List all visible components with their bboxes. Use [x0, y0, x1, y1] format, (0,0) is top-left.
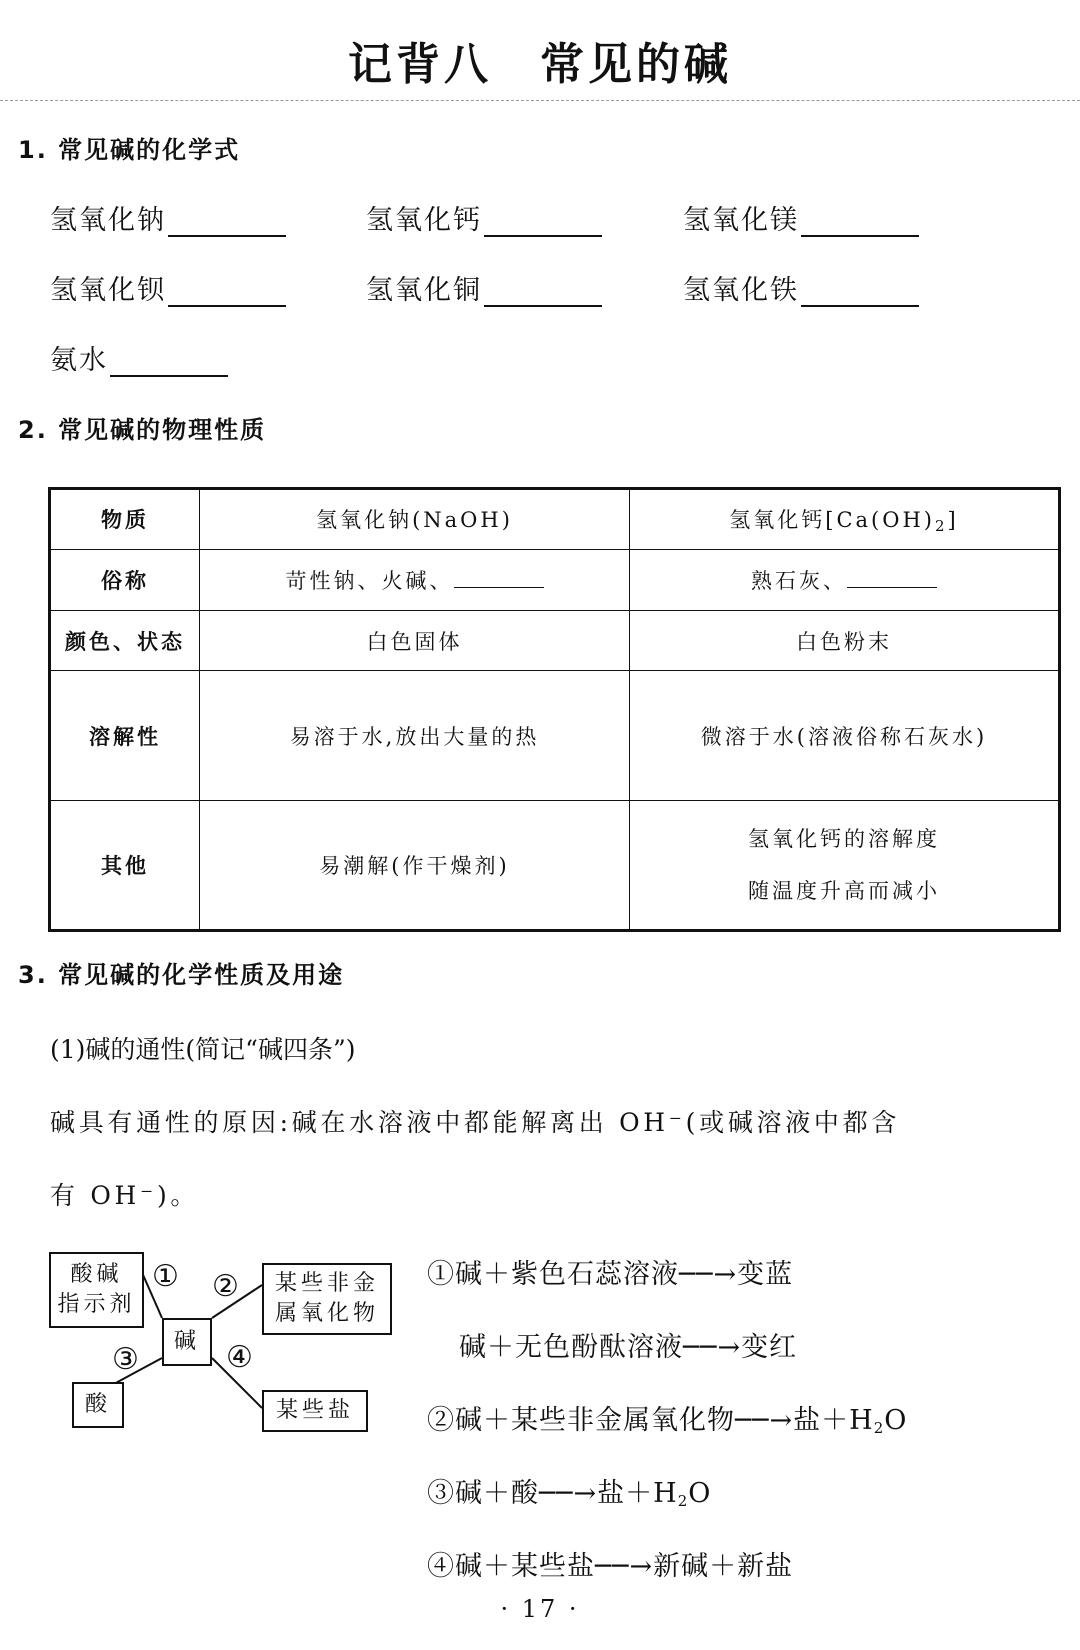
general-properties-subtitle: (1)碱的通性(简记“碱四条”) — [50, 1035, 356, 1064]
node-text: 属氧化物 — [274, 1301, 379, 1326]
cell-text: 氢氧化钙的溶解度 — [748, 827, 940, 852]
formula-label: 氢氧化镁 — [683, 205, 799, 236]
section-1-heading: 1. 常见碱的化学式 — [18, 136, 241, 164]
salt-node: 某些盐 — [262, 1390, 368, 1432]
subscript: 2 — [677, 1492, 689, 1510]
table-cell: 白色粉末 — [630, 610, 1060, 671]
reaction-text: ③碱＋酸──→盐＋H — [427, 1478, 678, 1509]
reaction-line: ④碱＋某些盐──→新碱＋新盐 — [427, 1551, 794, 1582]
formula-label: 氢氧化钙 — [366, 205, 482, 236]
label-2: ② — [212, 1269, 239, 1304]
formula-label: 氢氧化铜 — [366, 275, 482, 306]
acid-node: 酸 — [72, 1382, 124, 1428]
row-label: 俗称 — [50, 549, 200, 610]
subscript: 2 — [934, 516, 948, 535]
row-label: 其他 — [50, 801, 200, 931]
table-cell: 微溶于水(溶液俗称石灰水) — [630, 671, 1060, 801]
label-4: ④ — [226, 1340, 253, 1375]
label-3: ③ — [112, 1342, 139, 1377]
table-header-cell: 氢氧化钠(NaOH) — [200, 489, 630, 550]
row-label: 颜色、状态 — [50, 610, 200, 671]
reaction-text: O — [688, 1478, 712, 1509]
header-text: ] — [947, 507, 959, 532]
page-number: · 17 · — [500, 1595, 580, 1623]
section-3-heading: 3. 常见碱的化学性质及用途 — [18, 961, 345, 989]
reaction-text: O — [884, 1405, 908, 1436]
reaction-line — [427, 1398, 907, 1437]
reason-text: 有 OH⁻)。 — [50, 1181, 200, 1210]
section-2-heading: 2. 常见碱的物理性质 — [18, 416, 267, 444]
page-title: 记背八 常见的碱 — [348, 39, 732, 90]
table-cell: 易溶于水,放出大量的热 — [200, 671, 630, 801]
reaction-line — [427, 1471, 711, 1510]
subscript: 2 — [873, 1419, 885, 1437]
formula-label: 氢氧化铁 — [683, 275, 799, 306]
cell-text: 苛性钠、火碱、 — [285, 568, 454, 593]
reaction-line: ①碱＋紫色石蕊溶液──→变蓝 — [427, 1259, 794, 1290]
label-1: ① — [152, 1259, 179, 1294]
reaction-text: ②碱＋某些非金属氧化物──→盐＋H — [427, 1405, 874, 1436]
node-text: 某些非金 — [274, 1271, 379, 1296]
cell-text: 随温度升高而减小 — [748, 879, 940, 904]
table-cell: 白色固体 — [200, 610, 630, 671]
nonmetal-oxide-node — [262, 1263, 392, 1335]
table-cell: 易潮解(作干燥剂) — [200, 801, 630, 931]
node-text: 酸碱 — [70, 1262, 123, 1287]
reaction-line: 碱＋无色酚酞溶液──→变红 — [459, 1332, 798, 1363]
table-header-cell: 物质 — [50, 489, 200, 550]
base-node: 碱 — [162, 1318, 212, 1366]
formula-label: 氢氧化钡 — [50, 275, 166, 306]
node-text: 指示剂 — [57, 1292, 136, 1317]
formula-label: 氨水 — [50, 345, 108, 376]
indicator-node — [49, 1252, 144, 1328]
reason-text: 碱具有通性的原因:碱在水溶液中都能解离出 OH⁻(或碱溶液中都含 — [50, 1108, 901, 1137]
cell-text: 熟石灰、 — [751, 568, 847, 593]
header-text: 氢氧化钙[Ca(OH) — [729, 507, 935, 532]
row-label: 溶解性 — [50, 671, 200, 801]
formula-label: 氢氧化钠 — [50, 205, 166, 236]
